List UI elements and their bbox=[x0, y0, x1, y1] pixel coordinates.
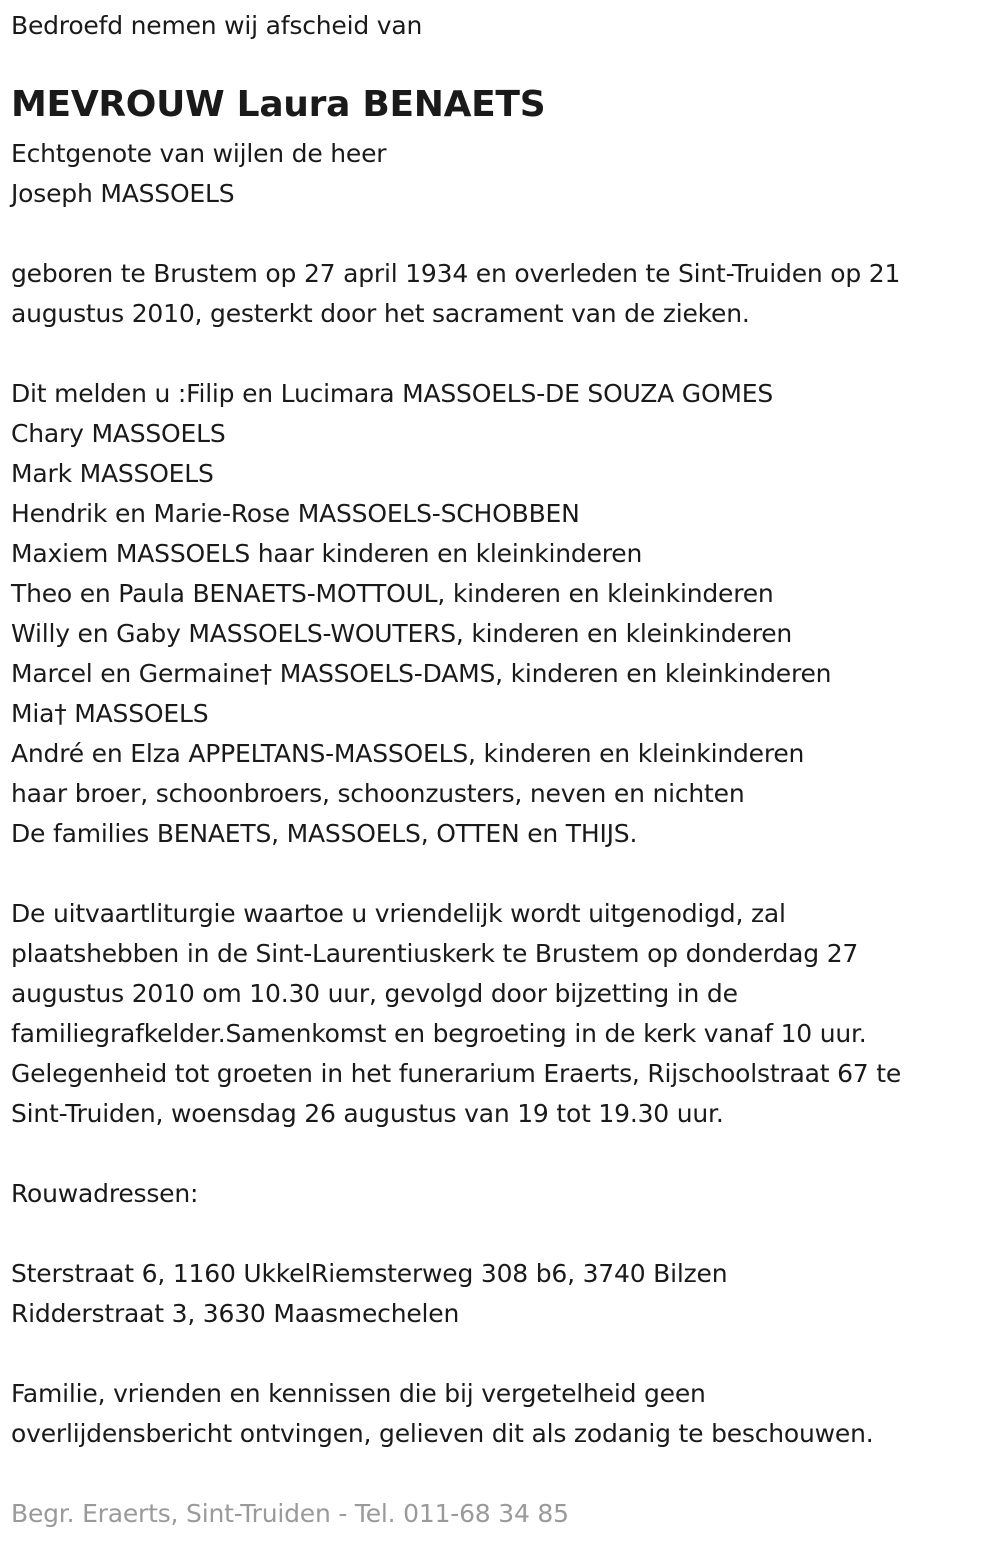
funeral-line: plaatshebben in de Sint-Laurentiuskerk te Brustem op donderdag 27 bbox=[11, 939, 859, 968]
funeral-line: familiegrafkelder.Samenkomst en begroeting in de kerk vanaf 10 uur. bbox=[11, 1019, 867, 1048]
deceased-name: MEVROUW Laura BENAETS bbox=[11, 84, 546, 125]
family-line: Chary MASSOELS bbox=[11, 419, 226, 448]
funeral-line: Gelegenheid tot groeten in het funerarium Eraerts, Rijschoolstraat 67 te bbox=[11, 1059, 902, 1088]
notice-block bbox=[11, 1374, 874, 1454]
funeral-block bbox=[11, 894, 901, 1134]
notice-line: overlijdensbericht ontvingen, gelieven dit als zodanig te beschouwen. bbox=[11, 1419, 874, 1448]
family-block bbox=[11, 374, 831, 854]
family-line: haar broer, schoonbroers, schoonzusters, neven en nichten bbox=[11, 779, 745, 808]
intro-text: Bedroefd nemen wij afscheid van bbox=[11, 11, 423, 40]
family-line: Marcel en Germaine† MASSOELS-DAMS, kinderen en kleinkinderen bbox=[11, 659, 832, 688]
address-block bbox=[11, 1254, 727, 1334]
funeral-line: De uitvaartliturgie waartoe u vriendelijk wordt uitgenodigd, zal bbox=[11, 899, 786, 928]
spouse-line: Echtgenote van wijlen de heer bbox=[11, 139, 387, 168]
rouwadressen-label: Rouwadressen: bbox=[11, 1179, 199, 1208]
family-line: Mia† MASSOELS bbox=[11, 699, 209, 728]
family-line: Maxiem MASSOELS haar kinderen en kleinkinderen bbox=[11, 539, 643, 568]
address-line: Sterstraat 6, 1160 UkkelRiemsterweg 308 b6, 3740 Bilzen bbox=[11, 1259, 728, 1288]
family-line: Dit melden u :Filip en Lucimara MASSOELS-DE SOUZA GOMES bbox=[11, 379, 774, 408]
family-line: De families BENAETS, MASSOELS, OTTEN en THIJS. bbox=[11, 819, 638, 848]
birth-death-block bbox=[11, 254, 900, 334]
birth-death-line: augustus 2010, gesterkt door het sacrament van de zieken. bbox=[11, 299, 750, 328]
funeral-line: augustus 2010 om 10.30 uur, gevolgd door bijzetting in de bbox=[11, 979, 738, 1008]
funeral-line: Sint-Truiden, woensdag 26 augustus van 19 tot 19.30 uur. bbox=[11, 1099, 724, 1128]
family-line: Hendrik en Marie-Rose MASSOELS-SCHOBBEN bbox=[11, 499, 580, 528]
notice-line: Familie, vrienden en kennissen die bij vergetelheid geen bbox=[11, 1379, 706, 1408]
birth-death-line: geboren te Brustem op 27 april 1934 en overleden te Sint-Truiden op 21 bbox=[11, 259, 901, 288]
family-line: André en Elza APPELTANS-MASSOELS, kinderen en kleinkinderen bbox=[11, 739, 805, 768]
family-line: Mark MASSOELS bbox=[11, 459, 214, 488]
spouse-line: Joseph MASSOELS bbox=[11, 179, 235, 208]
address-line: Ridderstraat 3, 3630 Maasmechelen bbox=[11, 1299, 460, 1328]
family-line: Willy en Gaby MASSOELS-WOUTERS, kinderen en kleinkinderen bbox=[11, 619, 793, 648]
family-line: Theo en Paula BENAETS-MOTTOUL, kinderen en kleinkinderen bbox=[11, 579, 774, 608]
spouse-block bbox=[11, 134, 386, 214]
funeral-home-footer: Begr. Eraerts, Sint-Truiden - Tel. 011-68 34 85 bbox=[11, 1499, 569, 1528]
